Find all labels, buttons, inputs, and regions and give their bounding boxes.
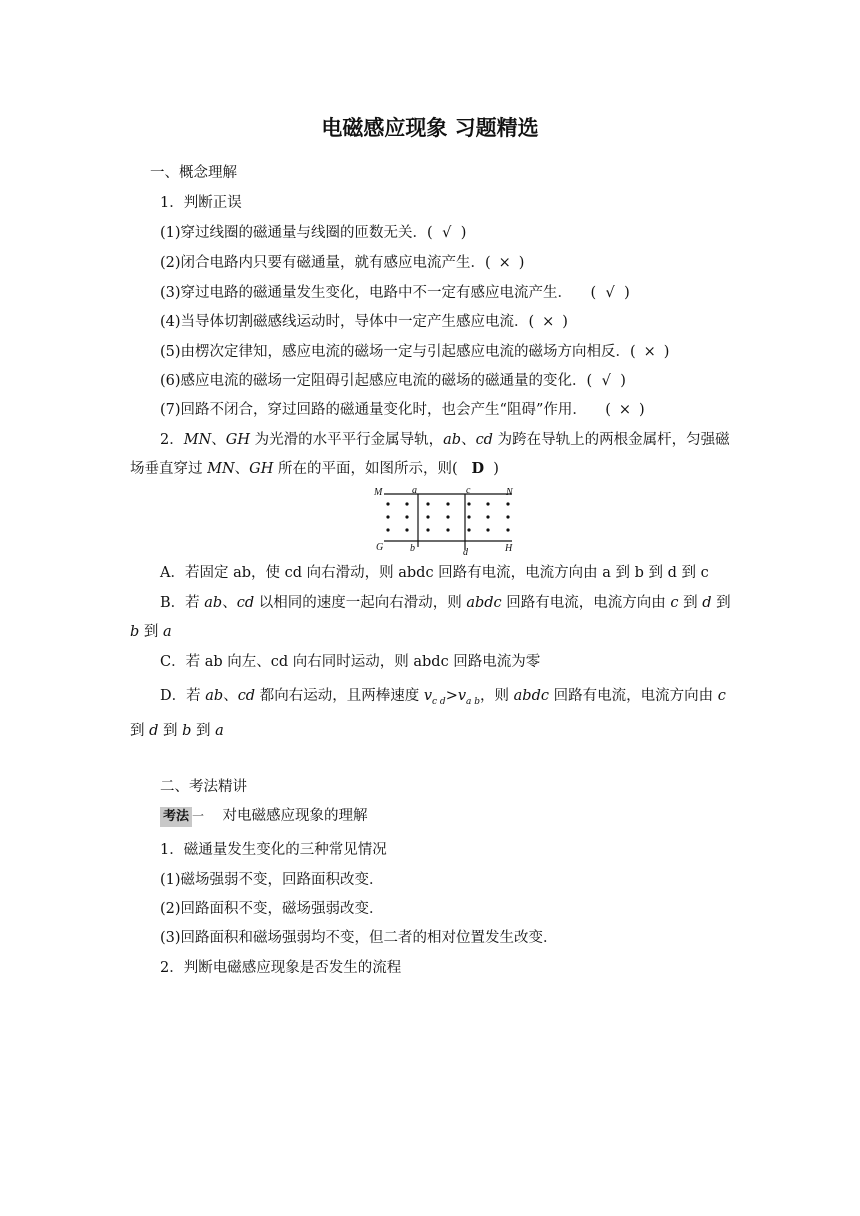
judge-item-7: (7)回路不闭合，穿过回路的磁通量变化时，也会产生“阻碍”作用． ( × )	[160, 402, 645, 418]
option-c: C．若 ab 向左、cd 向右同时运动，则 abdc 回路电流为零	[160, 654, 541, 670]
label-G: G	[376, 542, 384, 553]
method-title: 对电磁感应现象的理解	[222, 808, 368, 824]
label-b: b	[410, 543, 415, 554]
judge-mark-6: √	[601, 373, 611, 389]
option-b-line2: b 到 a	[130, 624, 172, 640]
section1-heading: 一、概念理解	[150, 165, 237, 181]
judge-item-5: (5)由楞次定律知，感应电流的磁场一定与引起感应电流的磁场方向相反．( × )	[160, 344, 670, 360]
option-a: A．若固定 ab，使 cd 向右滑动，则 abdc 回路有电流，电流方向由 a 到 b 到 d 到 c	[160, 565, 709, 581]
label-H: H	[505, 543, 513, 554]
q1-label: 1．判断正误	[160, 195, 242, 211]
judge-item-6: (6)感应电流的磁场一定阻碍引起感应电流的磁场的磁通量的变化．( √ )	[160, 373, 626, 389]
method-p1: 1．磁通量发生变化的三种常见情况	[160, 842, 387, 858]
section2-heading: 二、考法精讲	[160, 779, 247, 795]
judge-item-1: (1)穿过线圈的磁通量与线圈的匝数无关．( √ )	[160, 225, 467, 241]
option-d-line2: 到 d 到 b 到 a	[130, 723, 224, 739]
method-badge: 考法	[160, 807, 192, 827]
q2-stem-line2: 场垂直穿过 MN、GH 所在的平面，如图所示，则( D )	[130, 460, 499, 477]
label-N: N	[506, 487, 513, 498]
option-b-line1: B．若 ab、cd 以相同的速度一起向右滑动，则 abdc 回路有电流，电流方向由 c 到 d 到	[160, 595, 731, 611]
magnetic-field-dots	[386, 502, 509, 531]
method-p3: (2)回路面积不变，磁场强弱改变．	[160, 901, 384, 917]
label-c: c	[466, 485, 471, 496]
document-title: 电磁感应现象 习题精选	[321, 116, 539, 140]
judge-mark-7: ×	[618, 402, 632, 418]
judge-item-3: (3)穿过电路的磁通量发生变化，电路中不一定有感应电流产生． ( √ )	[160, 285, 630, 301]
judge-item-2: (2)闭合电路内只要有磁通量，就有感应电流产生．( × )	[160, 255, 525, 271]
label-M: M	[374, 487, 383, 498]
judge-mark-1: √	[442, 225, 452, 241]
method-p4: (3)回路面积和磁场强弱均不变，但二者的相对位置发生改变．	[160, 930, 558, 946]
rails-figure	[370, 484, 520, 556]
judge-mark-4: ×	[542, 314, 555, 330]
q2-stem-line1: 2．MN、GH 为光滑的水平平行金属导轨，ab、cd 为跨在导轨上的两根金属杆，匀强磁	[160, 432, 730, 448]
method-p2: (1)磁场强弱不变，回路面积改变．	[160, 872, 384, 888]
method-p5: 2．判断电磁感应现象是否发生的流程	[160, 960, 402, 976]
judge-item-4: (4)当导体切割磁感线运动时，导体中一定产生感应电流．( × )	[160, 314, 568, 330]
judge-mark-2: ×	[498, 255, 511, 271]
method-heading: 考法 一 对电磁感应现象的理解	[160, 806, 367, 827]
label-a: a	[412, 485, 417, 496]
label-d: d	[463, 547, 468, 556]
judge-mark-3: √	[605, 285, 615, 301]
judge-mark-5: ×	[643, 344, 656, 360]
q2-answer: D	[471, 460, 485, 477]
option-d-line1: D．若 ab、cd 都向右运动，且两棒速度 $v_{c d}>v_{a b}$，则 abdc 回路有电流，电流方向由 c	[160, 688, 726, 707]
